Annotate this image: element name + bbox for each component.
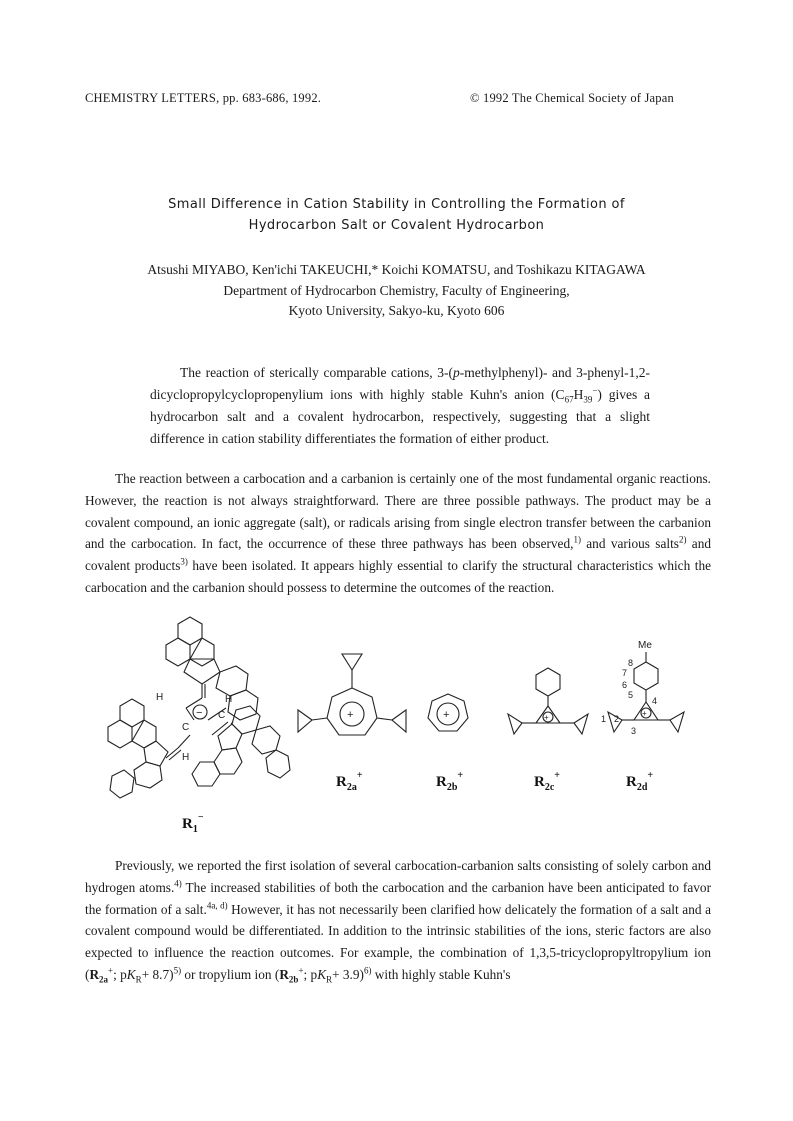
num-3: 3 <box>631 726 637 736</box>
plus-charge-r2c: + <box>544 713 549 722</box>
abstract: The reaction of sterically comparable cations, 3-(p-methylphenyl)- and 3-phenyl-1,2-dicyclopropylcyclopropenylium ions with highly stable Kuhn's anion $(C_{67}H_{39}^-)$ gives a hydrocarbon salt and a covalent hydrocarbon, respectively, suggesting that a slight difference in cation stability differentiates the formation of either product. <box>150 365 650 446</box>
authors: Atsushi MIYABO, Ken'ichi TAKEUCHI,* Koichi KOMATSU, and Toshikazu KITAGAWA <box>147 262 646 277</box>
plus-charge-r2d: + <box>642 709 647 718</box>
journal-citation: CHEMISTRY LETTERS, pp. 683-686, 1992. <box>85 91 322 105</box>
intro-paragraph: The reaction between a carbocation and a carbanion is certainly one of the most fundamental organic reactions. However, the reaction is not always straightforward. There are three possible pathways. The product may be a covalent compound, an ionic aggregate (salt), or radicals arising from single electron transfer between the carbanion and the carbocation. In fact, the occurrence of these three pathways has been observed,$^{1)}$ and various salts$^{2)}$ and covalent products$^{3)}$ have been isolated. It appears highly essential to clarify the structural characteristics which the carbocation and the carbanion should possess to determine the outcomes of the reaction. <box>85 471 712 595</box>
label-r2d: $R_{2d}^+$ <box>626 770 654 793</box>
num-2: 2 <box>614 714 620 724</box>
c-label-left: C <box>182 722 190 733</box>
h-label-bottom: H <box>182 752 190 763</box>
num-1: 1 <box>601 714 607 724</box>
label-r2a: $R_{2a}^+$ <box>336 770 363 793</box>
label-r2b: $R_{2b}^+$ <box>436 770 464 793</box>
plus-charge-r2b: + <box>443 709 450 721</box>
me-label: Me <box>638 640 652 651</box>
r1-top-aromatic-system <box>166 617 258 720</box>
num-5: 5 <box>628 690 634 700</box>
title-line-1: Small Difference in Cation Stability in Controlling the Formation of <box>168 197 625 212</box>
copyright-line: © 1992 The Chemical Society of Japan <box>470 91 674 105</box>
minus-charge-r1: − <box>196 707 203 719</box>
num-4: 4 <box>652 696 658 706</box>
c-label-right: C <box>218 710 226 721</box>
num-7: 7 <box>622 668 628 678</box>
h-label-right: H <box>225 694 233 705</box>
plus-charge-r2a: + <box>347 709 354 721</box>
num-8: 8 <box>628 658 634 668</box>
previous-work-paragraph: Previously, we reported the first isolation of several carbocation-carbanion salts consisting of solely carbon and hydrogen atoms.$^{4)}$ The increased stabilities of both the carbocation and the carbanion have been anticipated to favor the formation of a salt.$^{4a, d)}$ However, it has not necessarily been clarified how delicately the formation of a salt and a covalent compound would be differentiated. In addition to the intrinsic stabilities of the ions, steric factors are also expected to influence the reaction outcomes. For example, the combination of 1,3,5-tricyclopropyltropylium ion ($R_{2a}^+$; $pK_R+ 8.7)^{5)}$ or tropylium ion ($R_{2b}^+$; $pK_R+ 3.9)^{6)}$ with highly stable Kuhn's <box>85 858 711 985</box>
r2d-structure <box>608 652 684 732</box>
affiliation-line-1: Department of Hydrocarbon Chemistry, Faculty of Engineering, <box>223 283 570 298</box>
title-line-2: Hydrocarbon Salt or Covalent Hydrocarbon <box>248 218 545 233</box>
structures-figure <box>90 610 700 845</box>
r1-right-aromatic-system <box>192 706 290 786</box>
h-label-top: H <box>156 692 164 703</box>
affiliation-line-2: Kyoto University, Sakyo-ku, Kyoto 606 <box>288 303 505 318</box>
num-6: 6 <box>622 680 628 690</box>
label-r1: $R_1^-$ <box>182 812 204 835</box>
r2c-structure <box>508 668 588 734</box>
r1-left-aromatic-system <box>108 699 168 798</box>
label-r2c: $R_{2c}^+$ <box>534 770 560 793</box>
r2a-structure <box>298 654 406 735</box>
